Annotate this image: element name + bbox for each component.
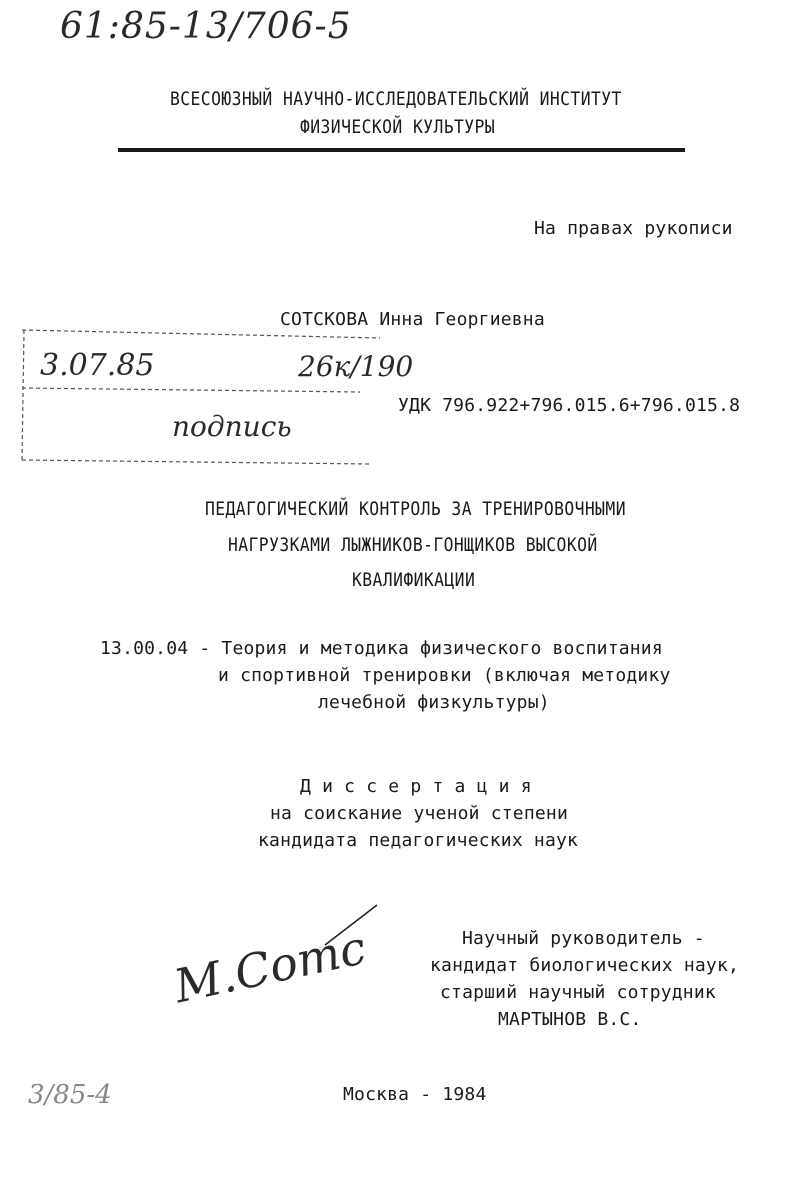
stamp-number: 26к/190 <box>298 350 414 383</box>
specialty-line-1: 13.00.04 - Теория и методика физического воспитания <box>100 638 663 659</box>
institute-line-2: ФИЗИЧЕСКОЙ КУЛЬТУРЫ <box>300 116 496 138</box>
specialty-line-2: и спортивной тренировки (включая методику <box>218 665 671 686</box>
dissertation-line-3: кандидата педагогических наук <box>258 830 579 851</box>
udc-code: УДК 796.922+796.015.6+796.015.8 <box>398 395 741 416</box>
dissertation-line-2: на соискание ученой степени <box>270 803 568 824</box>
stamp-handwritten-word: подпись <box>172 410 292 443</box>
place-and-year: Москва - 1984 <box>343 1084 487 1105</box>
supervisor-line-1: Научный руководитель - <box>462 928 705 949</box>
supervisor-line-2: кандидат биологических наук, <box>430 955 740 976</box>
manuscript-note: На правах рукописи <box>534 218 733 239</box>
supervisor-line-3: старший научный сотрудник <box>440 982 716 1003</box>
author-name: СОТСКОВА Инна Георгиевна <box>280 309 545 330</box>
handwritten-signature: М.Сотс <box>169 920 371 1014</box>
title-line-3: КВАЛИФИКАЦИИ <box>352 569 476 591</box>
title-line-1: ПЕДАГОГИЧЕСКИЙ КОНТРОЛЬ ЗА ТРЕНИРОВОЧНЫМИ <box>205 498 626 520</box>
specialty-line-3: лечебной физкультуры) <box>318 692 550 713</box>
archive-code: 61:85-13/706-5 <box>60 6 352 47</box>
dissertation-line-1: Д и с с е р т а ц и я <box>300 776 532 797</box>
institute-line-1: ВСЕСОЮЗНЫЙ НАУЧНО-ИССЛЕДОВАТЕЛЬСКИЙ ИНСТИТУТ <box>170 88 622 110</box>
stamp-date: 3.07.85 <box>40 348 155 383</box>
margin-pencil-note: 3/85-4 <box>28 1080 112 1110</box>
title-line-2: НАГРУЗКАМИ ЛЫЖНИКОВ-ГОНЩИКОВ ВЫСОКОЙ <box>228 534 598 556</box>
supervisor-name: МАРТЫНОВ В.С. <box>498 1009 642 1030</box>
